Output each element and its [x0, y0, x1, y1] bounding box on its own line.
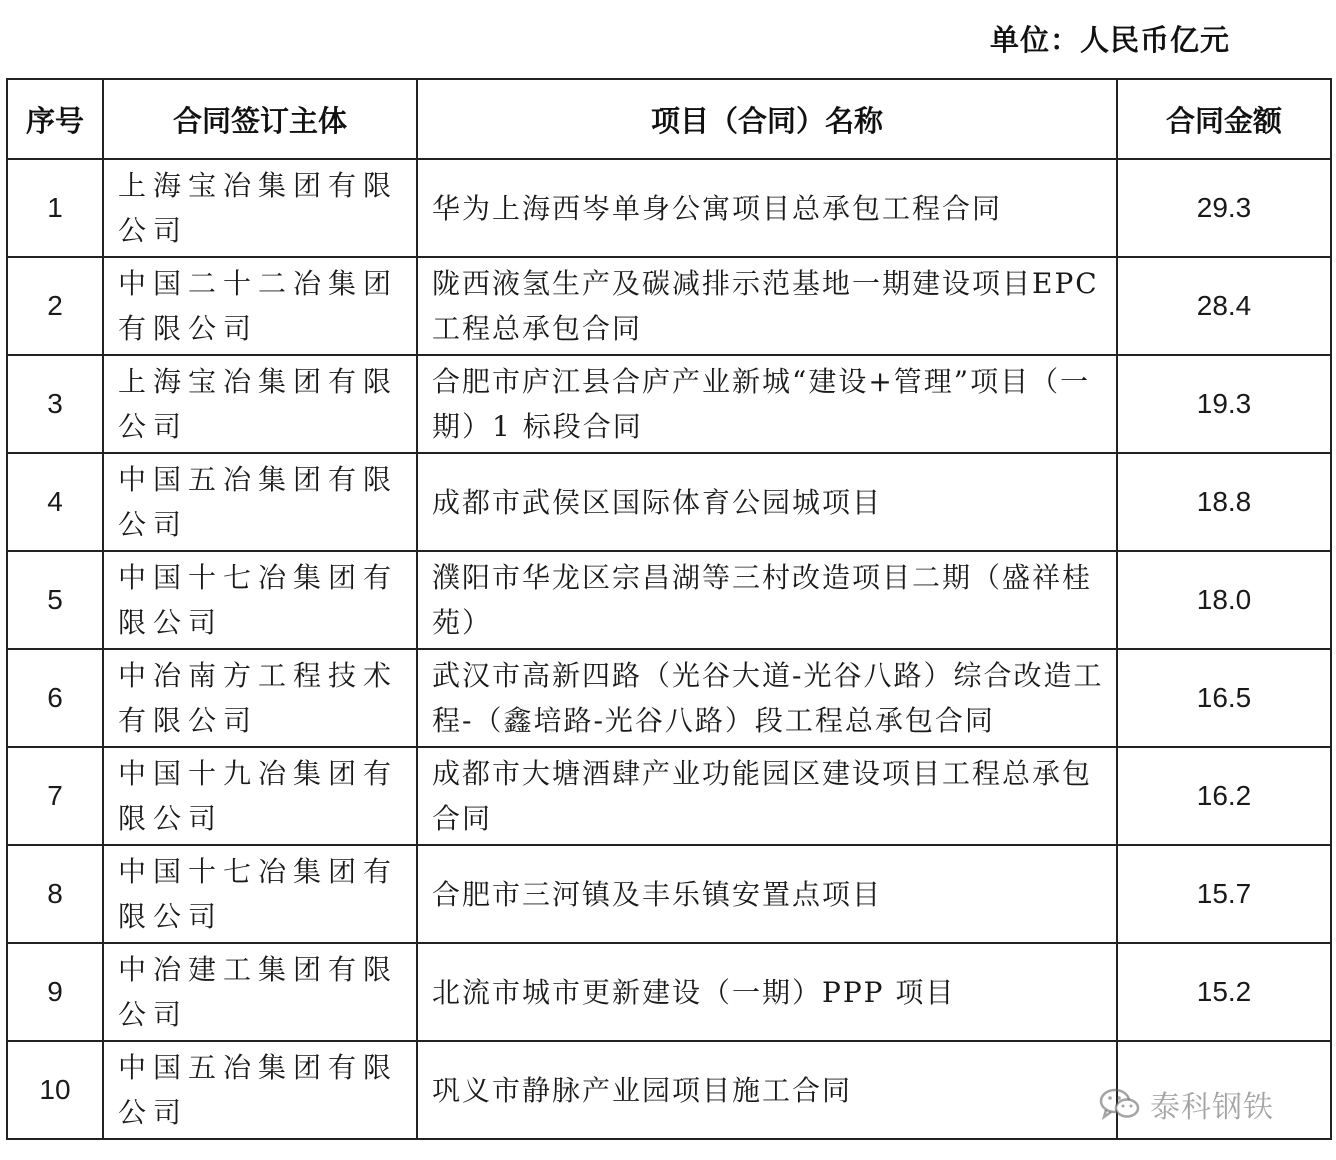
row-party: 中国十九冶集团有限公司 [103, 747, 417, 845]
table-row [7, 551, 1331, 649]
row-project-name: 陇西液氢生产及碳减排示范基地一期建设项目EPC 工程总承包合同 [417, 257, 1117, 355]
table-row [7, 257, 1331, 355]
row-project-name: 成都市大塘酒肆产业功能园区建设项目工程总承包合同 [417, 747, 1117, 845]
table-row [7, 453, 1331, 551]
row-party: 上海宝冶集团有限公司 [103, 355, 417, 453]
row-project-name: 濮阳市华龙区宗昌湖等三村改造项目二期（盛祥桂苑） [417, 551, 1117, 649]
table-row [7, 355, 1331, 453]
row-no: 3 [7, 355, 103, 453]
row-project-name: 北流市城市更新建设（一期）PPP 项目 [417, 943, 1117, 1041]
row-no: 2 [7, 257, 103, 355]
row-no: 9 [7, 943, 103, 1041]
row-project-name: 成都市武侯区国际体育公园城项目 [417, 453, 1117, 551]
row-project-name: 华为上海西岑单身公寓项目总承包工程合同 [417, 159, 1117, 257]
row-party: 中国二十二冶集团有限公司 [103, 257, 417, 355]
row-no: 8 [7, 845, 103, 943]
row-no: 5 [7, 551, 103, 649]
row-project-name: 合肥市庐江县合庐产业新城“建设+管理”项目（一期）1 标段合同 [417, 355, 1117, 453]
row-party: 中国五冶集团有限公司 [103, 1041, 417, 1139]
row-amount: 29.3 [1117, 159, 1331, 257]
row-project-name: 合肥市三河镇及丰乐镇安置点项目 [417, 845, 1117, 943]
watermark-text: 泰科钢铁 [1150, 1090, 1274, 1125]
row-party: 中国十七冶集团有限公司 [103, 551, 417, 649]
row-amount: 19.3 [1117, 355, 1331, 453]
header-party: 合同签订主体 [103, 79, 417, 159]
row-party: 中国十七冶集团有限公司 [103, 845, 417, 943]
row-amount: 16.2 [1117, 747, 1331, 845]
row-amount: 28.4 [1117, 257, 1331, 355]
watermark [1098, 1082, 1274, 1126]
row-no: 1 [7, 159, 103, 257]
row-party: 中冶建工集团有限公司 [103, 943, 417, 1041]
header-name: 项目（合同）名称 [417, 79, 1117, 159]
row-no: 6 [7, 649, 103, 747]
header-no: 序号 [7, 79, 103, 159]
row-amount: 16.5 [1117, 649, 1331, 747]
table-row [7, 159, 1331, 257]
contracts-table [6, 78, 1332, 1140]
row-project-name: 巩义市静脉产业园项目施工合同 [417, 1041, 1117, 1139]
table-row [7, 943, 1331, 1041]
row-no: 10 [7, 1041, 103, 1139]
table-header-row [7, 79, 1331, 159]
row-amount: 15.7 [1117, 845, 1331, 943]
row-amount: 18.8 [1117, 453, 1331, 551]
table-row [7, 845, 1331, 943]
row-party: 上海宝冶集团有限公司 [103, 159, 417, 257]
wechat-icon [1098, 1086, 1142, 1122]
table-row [7, 747, 1331, 845]
unit-label: 单位：人民币亿元 [990, 23, 1231, 57]
row-no: 7 [7, 747, 103, 845]
row-no: 4 [7, 453, 103, 551]
table-row [7, 649, 1331, 747]
row-amount: 18.0 [1117, 551, 1331, 649]
row-project-name: 武汉市高新四路（光谷大道-光谷八路）综合改造工程-（鑫培路-光谷八路）段工程总承包合同 [417, 649, 1117, 747]
row-party: 中冶南方工程技术有限公司 [103, 649, 417, 747]
row-party: 中国五冶集团有限公司 [103, 453, 417, 551]
header-amount: 合同金额 [1117, 79, 1331, 159]
row-amount: 15.2 [1117, 943, 1331, 1041]
